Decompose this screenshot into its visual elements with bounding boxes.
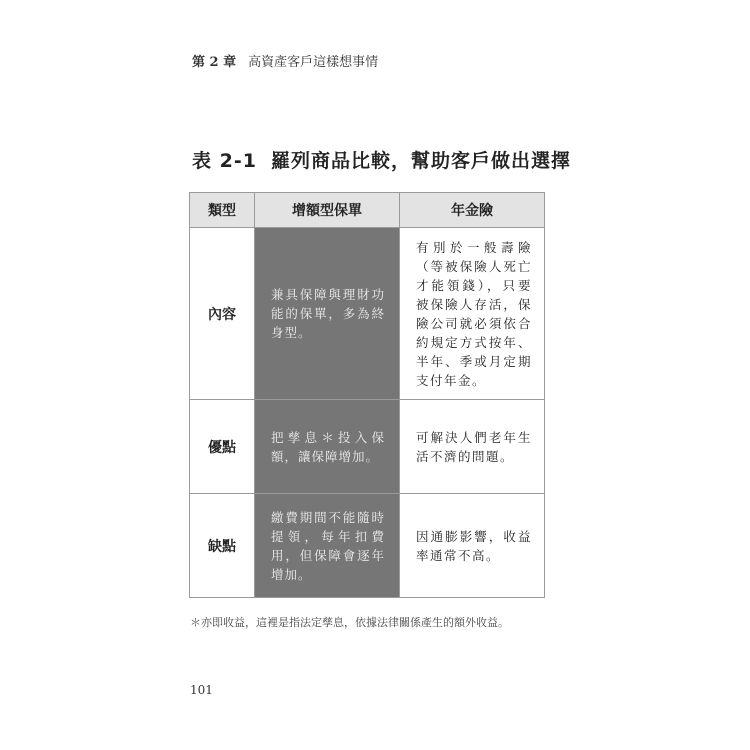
page-number: 101 xyxy=(190,683,213,697)
row-label-pros: 優點 xyxy=(190,400,255,494)
header-incremental-policy: 增額型保單 xyxy=(255,193,400,228)
table-row xyxy=(190,400,545,494)
comparison-table xyxy=(189,192,545,598)
table-row xyxy=(190,494,545,598)
table-number: 表 2-1 xyxy=(192,150,257,172)
table-caption: 羅列商品比較，幫助客戶做出選擇 xyxy=(270,150,571,172)
cell-annuity-cons xyxy=(400,494,545,598)
table-header-row xyxy=(190,193,545,228)
table-title xyxy=(192,146,571,173)
cell-incremental-pros xyxy=(255,400,400,494)
table-row xyxy=(190,228,545,400)
cell-incremental-content xyxy=(255,228,400,400)
cell-text: 把孳息＊投入保額，讓保障增加。 xyxy=(271,429,385,464)
cell-text: 兼具保障與理財功能的保單，多為終身型。 xyxy=(271,287,385,340)
running-head xyxy=(192,51,378,70)
row-label-cons: 缺點 xyxy=(190,494,255,598)
row-label-content: 內容 xyxy=(190,228,255,400)
header-type: 類型 xyxy=(190,193,255,228)
cell-text: 可解決人們老年生活不濟的問題。 xyxy=(416,429,532,464)
cell-incremental-cons xyxy=(255,494,400,598)
chapter-title: 高資產客戶這樣想事情 xyxy=(248,55,379,70)
cell-text: 因通膨影響，收益率通常不高。 xyxy=(416,528,532,563)
chapter-label: 第 2 章 xyxy=(192,55,237,70)
cell-annuity-content xyxy=(400,228,545,400)
header-annuity: 年金險 xyxy=(400,193,545,228)
cell-annuity-pros xyxy=(400,400,545,494)
cell-text: 有別於一般壽險（等被保險人死亡才能領錢），只要被保險人存活，保險公司就必須依合約規定方式按年、半年、季或月定期支付年金。 xyxy=(416,239,532,388)
footnote: ＊亦即收益，這裡是指法定孳息，依據法律關係產生的額外收益。 xyxy=(190,616,509,629)
cell-text: 繳費期間不能隨時提領，每年扣費用，但保障會逐年增加。 xyxy=(271,509,385,582)
